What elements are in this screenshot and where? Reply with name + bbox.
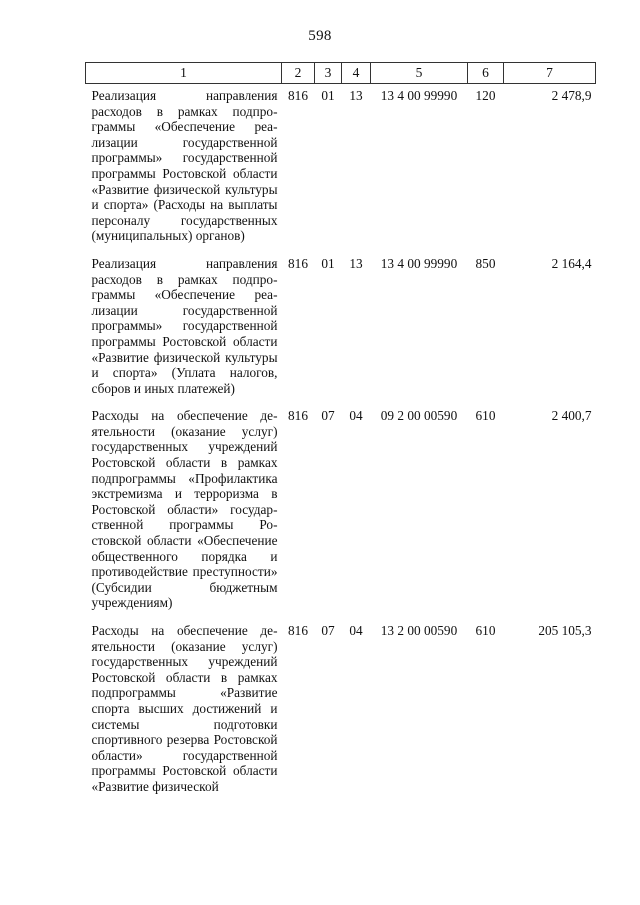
table-row	[86, 619, 596, 803]
column-header-6: 6	[468, 63, 504, 84]
row-target-article: 09 2 00 00590	[380, 408, 458, 424]
row-section-code: 01	[321, 88, 335, 103]
row-description: Расходы на обеспечение деятельности (оказание услуг) государственных учреждений Ростовской области в рамках подпрограммы «Профилактика экстремизма и терроризма в Ростовской области» государственной программы Ростовской области «Обеспечение общественного порядка и противодействие преступности» (Субсидии бюджетным учреждениям)	[91, 408, 278, 611]
column-header-1: 1	[86, 63, 282, 84]
row-amount: 2 400,7	[551, 408, 592, 424]
row-ministry-code: 816	[288, 88, 308, 103]
row-description: Расходы на обеспечение деятельности (оказание услуг) государственных учреждений Ростовской области в рамках подпрограммы «Развитие спорта высших достижений и системы подготовки спортивного резерва Ростовской области» государственной программы Ростовской области «Развитие физической	[91, 623, 278, 794]
table-row	[86, 404, 596, 619]
row-subsection-code: 04	[349, 623, 363, 638]
row-ministry-code: 816	[288, 623, 308, 638]
row-subsection-code: 13	[349, 88, 363, 103]
row-amount: 2 164,4	[551, 255, 592, 271]
row-amount: 2 478,9	[551, 88, 592, 103]
row-section-code: 07	[321, 408, 335, 424]
column-header-2: 2	[282, 63, 315, 84]
row-section-code: 07	[321, 623, 335, 638]
column-header-4: 4	[342, 63, 371, 84]
row-expense-type: 850	[475, 255, 496, 271]
budget-table	[85, 62, 596, 803]
row-subsection-code: 13	[349, 255, 363, 271]
row-ministry-code: 816	[288, 408, 308, 424]
column-header-5: 5	[371, 63, 468, 84]
table-row	[86, 84, 596, 252]
row-target-article: 13 2 00 00590	[380, 623, 458, 638]
row-description: Реализация направления расходов в рамках подпрограммы «Обеспечение реализации государственной программы» государственной программы Ростовской области «Развитие физической культуры и спорта» (Уплата налогов, сборов и иных платежей)	[91, 255, 278, 396]
row-amount: 205 105,3	[538, 623, 592, 638]
row-expense-type: 610	[475, 408, 496, 424]
row-expense-type: 120	[475, 88, 496, 103]
table-row	[86, 252, 596, 404]
row-ministry-code: 816	[288, 255, 308, 271]
table-header-row	[86, 63, 596, 84]
row-subsection-code: 04	[349, 408, 363, 424]
page-number: 598	[308, 28, 332, 44]
row-target-article: 13 4 00 99990	[380, 255, 458, 271]
column-header-7: 7	[504, 63, 596, 84]
row-expense-type: 610	[475, 623, 496, 638]
row-description: Реализация направления расходов в рамках подпрограммы «Обеспечение реализации государственной программы» государственной программы Ростовской области «Развитие физической культуры и спорта» (Расходы на выплаты персоналу государственных (муниципальных) органов)	[91, 88, 278, 244]
row-target-article: 13 4 00 99990	[380, 88, 458, 103]
row-section-code: 01	[321, 255, 335, 271]
column-header-3: 3	[315, 63, 342, 84]
